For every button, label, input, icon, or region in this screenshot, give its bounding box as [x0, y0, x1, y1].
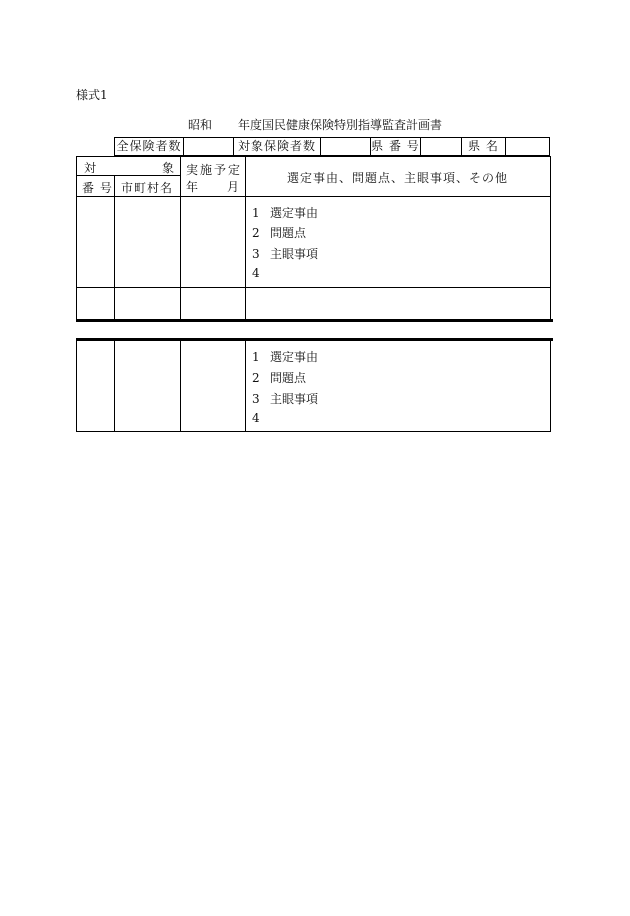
all-insured-value[interactable]	[184, 138, 234, 155]
lower-col-schedule-line	[245, 340, 246, 432]
title-era: 昭和	[187, 118, 212, 132]
header-month: 月	[227, 180, 240, 194]
header-municipality: 市町村名	[121, 181, 174, 195]
pref-number-label: 県 番 号	[371, 139, 420, 153]
block1-item: 1 選定事由	[252, 206, 319, 220]
header-bottom-line	[76, 196, 551, 197]
col-number-line	[114, 175, 115, 320]
lower-right-line	[550, 340, 551, 432]
col-municipality-line	[180, 156, 181, 320]
all-insured-label: 全保険者数	[115, 138, 184, 155]
lower-left-line	[76, 340, 77, 432]
summary-row	[114, 137, 550, 156]
block2-item: 4	[252, 411, 260, 425]
pref-name-label: 県 名	[462, 138, 506, 155]
row1-bottom-line	[76, 287, 551, 288]
table-top-line	[76, 156, 551, 157]
header-year: 年	[186, 180, 199, 194]
block2-item: 2 問題点	[252, 371, 307, 385]
header-target-right: 象	[162, 161, 175, 175]
table-left-line	[76, 156, 77, 320]
title-text: 年度国民健康保険特別指導監査計画書	[238, 118, 443, 132]
document-title	[0, 116, 630, 133]
block1-item: 4	[252, 266, 260, 280]
header-reasons: 選定事由、問題点、主眼事項、その他	[286, 171, 508, 185]
header-number: 番 号	[82, 181, 113, 195]
block1-item: 3 主眼事項	[252, 247, 319, 261]
block2-item: 1 選定事由	[252, 350, 319, 364]
pref-name-value[interactable]	[506, 138, 549, 155]
block1-item: 2 問題点	[252, 226, 307, 240]
lower-bottom-line	[76, 431, 551, 432]
block2-item: 3 主眼事項	[252, 392, 319, 406]
table-right-line	[550, 156, 551, 320]
target-insured-value[interactable]	[321, 138, 371, 155]
pref-number-value[interactable]	[421, 138, 462, 155]
form-number-label: 様式1	[76, 88, 108, 102]
lower-col-municipality-line	[180, 340, 181, 432]
section-break-line-top	[76, 319, 553, 322]
target-insured-label: 対象保険者数	[234, 138, 321, 155]
lower-col-number-line	[114, 340, 115, 432]
section-break-line-bottom	[76, 338, 553, 341]
header-schedule: 実施予定	[186, 163, 243, 177]
header-target-left: 対	[84, 161, 97, 175]
